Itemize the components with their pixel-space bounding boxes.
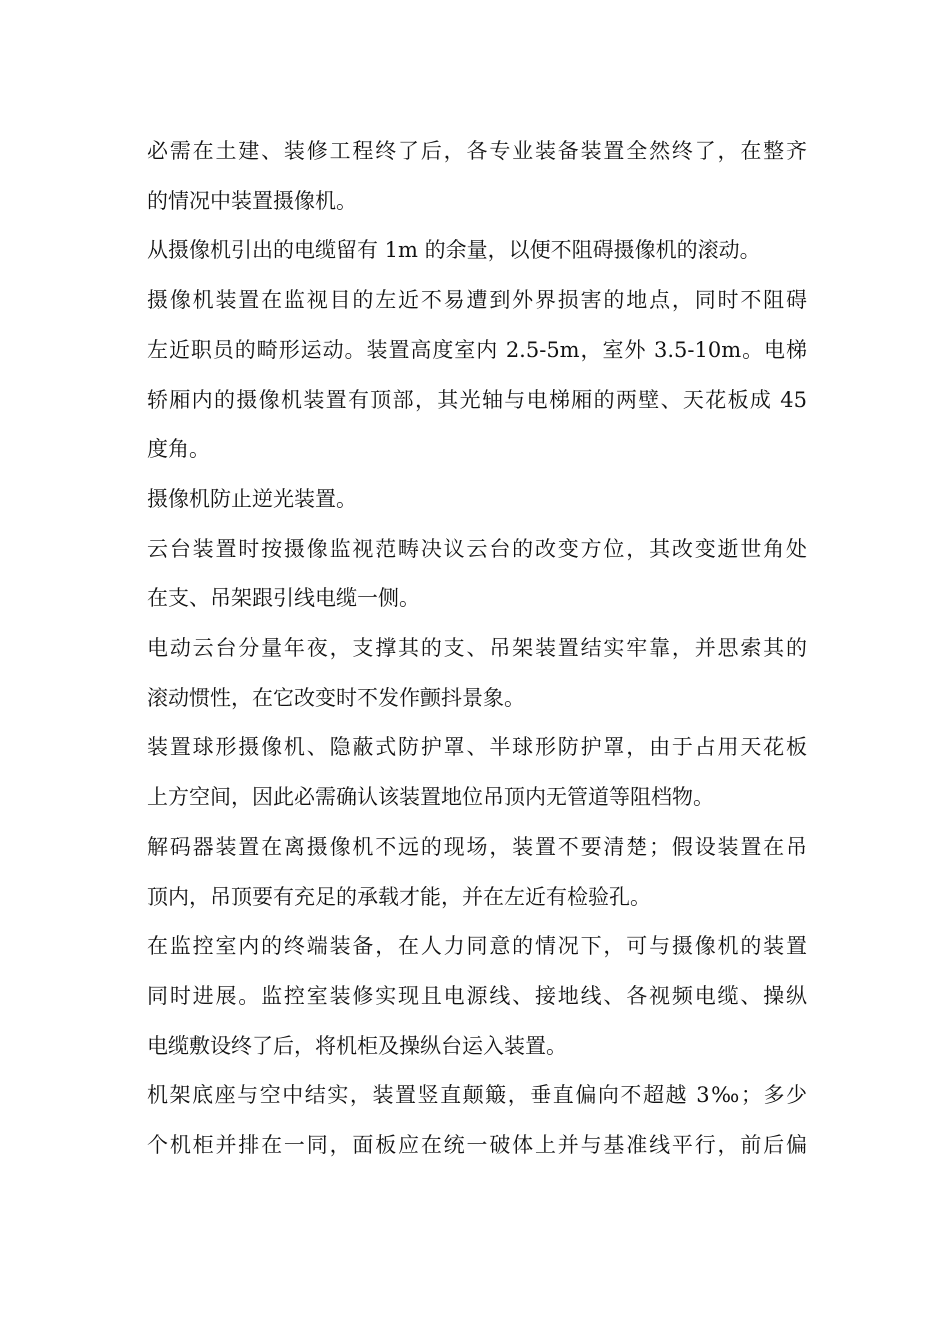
text-line: 在监控室内的终端装备，在人力同意的情况下，可与摄像机的装置: [147, 934, 807, 959]
paragraph-4: [147, 475, 807, 525]
text-line: 同时进展。监控室装修实现且电源线、接地线、各视频电缆、操纵: [147, 983, 807, 1008]
text-line: 上方空间，因此必需确认该装置地位吊顶内无管道等阻档物。: [147, 785, 714, 810]
text-line: 个机柜并排在一同，面板应在统一破体上并与基准线平行，前后偏: [147, 1133, 807, 1158]
text-line: 解码器装置在离摄像机不远的现场，装置不要清楚；假设装置在吊: [147, 834, 807, 859]
paragraph-3: [147, 276, 807, 475]
text-line: 度角。: [147, 437, 210, 462]
text-line: 在支、吊架跟引线电缆一侧。: [147, 586, 420, 611]
text-line: 左近职员的畸形运动。装置高度室内 2.5-5m，室外 3.5-10m。电梯: [147, 337, 807, 362]
text-line: 顶内，吊顶要有充足的承载才能，并在左近有检验孔。: [147, 884, 651, 909]
paragraph-10: [147, 1071, 807, 1170]
text-line: 装置球形摄像机、隐蔽式防护罩、半球形防护罩，由于占用天花板: [147, 735, 807, 760]
text-line: 滚动惯性，在它改变时不发作颤抖景象。: [147, 685, 525, 710]
text-line: 摄像机防止逆光装置。: [147, 486, 357, 511]
text-line: 机架底座与空中结实，装置竖直颠簸，垂直偏向不超越 3‰；多少: [147, 1083, 807, 1108]
text-line: 摄像机装置在监视目的左近不易遭到外界损害的地点，同时不阻碍: [147, 288, 807, 313]
text-line: 电动云台分量年夜，支撑其的支、吊架装置结实牢靠，并思索其的: [147, 636, 807, 661]
text-line: 轿厢内的摄像机装置有顶部，其光轴与电梯厢的两壁、天花板成 45: [147, 387, 807, 412]
text-line: 的情况中装置摄像机。: [147, 188, 357, 213]
paragraph-8: [147, 823, 807, 922]
text-line: 从摄像机引出的电缆留有 1m 的余量，以便不阻碍摄像机的滚动。: [147, 238, 761, 263]
paragraph-1: [147, 127, 807, 226]
text-line: 电缆敷设终了后，将机柜及操纵台运入装置。: [147, 1033, 567, 1058]
document-body: [147, 127, 807, 1171]
text-line: 云台装置时按摄像监视范畴决议云台的改变方位，其改变逝世角处: [147, 536, 807, 561]
paragraph-6: [147, 624, 807, 723]
paragraph-9: [147, 922, 807, 1071]
paragraph-7: [147, 723, 807, 822]
paragraph-5: [147, 525, 807, 624]
paragraph-2: [147, 226, 807, 276]
text-line: 必需在土建、装修工程终了后，各专业装备装置全然终了，在整齐: [147, 139, 807, 163]
